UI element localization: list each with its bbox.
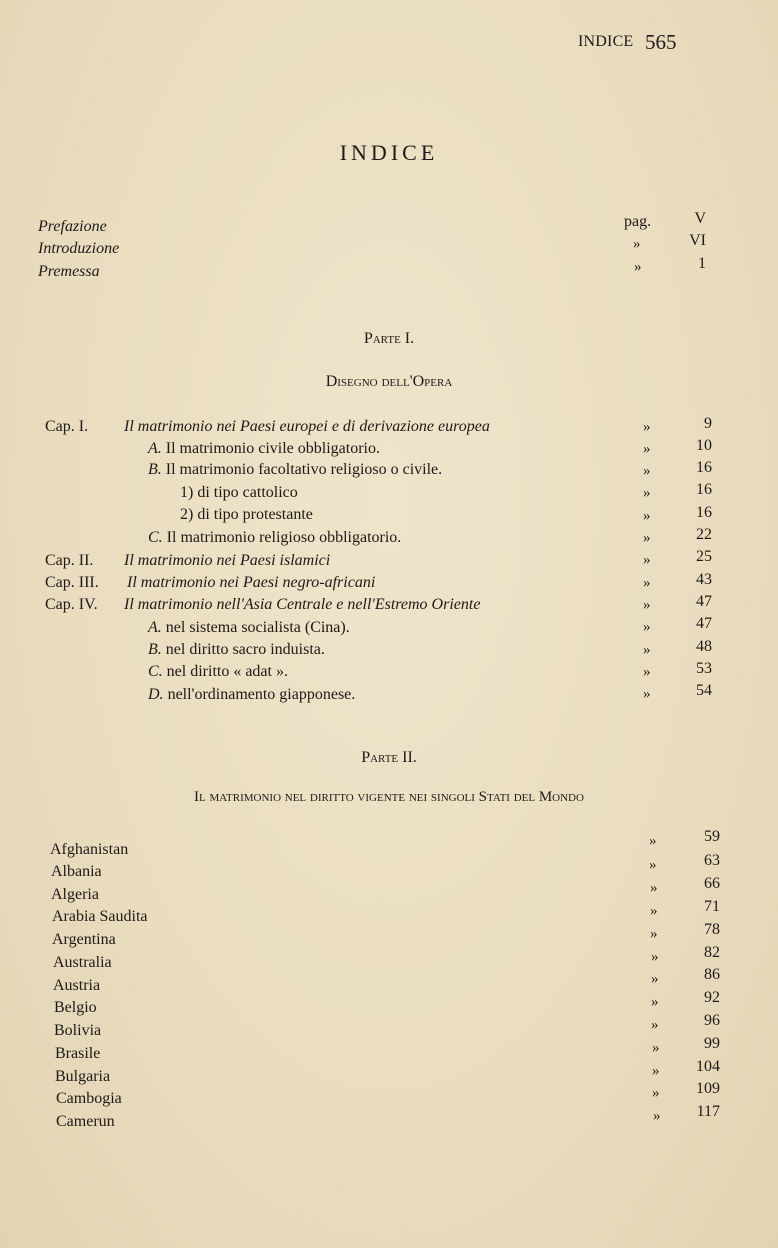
section-label xyxy=(148,529,401,547)
ditto-marker: » xyxy=(651,1017,659,1033)
country-name: Camerun xyxy=(56,1113,115,1130)
page-ref: 63 xyxy=(704,852,720,869)
page-ref: 99 xyxy=(704,1035,720,1052)
section-letter: C. xyxy=(148,663,163,680)
section-title: di tipo protestante xyxy=(197,506,313,523)
page-ref: 71 xyxy=(704,898,720,915)
ditto-marker: » xyxy=(650,926,658,942)
ditto-marker: » xyxy=(643,597,651,613)
ditto-marker: » xyxy=(643,485,651,501)
country-name: Afghanistan xyxy=(50,841,129,858)
ditto-marker: » xyxy=(652,1085,660,1101)
country-name: Brasile xyxy=(55,1045,101,1062)
page-ref: VI xyxy=(689,232,706,249)
running-head: INDICE xyxy=(578,33,634,50)
chapter-title: Il matrimonio nei Paesi islamici xyxy=(124,552,331,569)
section-letter: D. xyxy=(148,686,164,703)
part-two-subheading: Il matrimonio nel diritto vigente nei singoli Stati del Mondo xyxy=(194,789,584,805)
page-ref: 59 xyxy=(704,828,720,845)
page-ref: 117 xyxy=(696,1103,720,1120)
chapter-title: Il matrimonio nei Paesi europei e di derivazione europea xyxy=(124,418,490,435)
page-ref: 47 xyxy=(696,593,712,610)
page-title: INDICE xyxy=(339,140,439,165)
chapter-title: Il matrimonio nell'Asia Centrale e nell'Estremo Oriente xyxy=(124,596,481,613)
page-ref: 53 xyxy=(696,660,712,677)
ditto-marker: » xyxy=(643,441,651,457)
part-one-subheading: Disegno dell'Opera xyxy=(325,373,453,390)
page-ref: 1 xyxy=(698,255,706,272)
page-ref: 43 xyxy=(696,571,712,588)
ditto-marker: » xyxy=(649,833,657,849)
page-ref: 96 xyxy=(704,1012,720,1029)
section-letter: 1) xyxy=(180,484,194,501)
part-two-heading: Parte II. xyxy=(361,749,417,766)
section-letter: B. xyxy=(148,641,162,658)
ditto-marker: » xyxy=(643,463,651,479)
page-number: 565 xyxy=(645,30,677,54)
page-ref: 10 xyxy=(696,437,712,454)
country-name: Albania xyxy=(51,863,102,880)
section-label xyxy=(180,506,313,524)
section-label xyxy=(148,619,350,637)
section-title: di tipo cattolico xyxy=(197,484,298,501)
section-letter: A. xyxy=(148,619,162,636)
section-label xyxy=(148,686,355,704)
ditto-marker: » xyxy=(643,419,651,435)
chapter-number: Cap. I. xyxy=(45,418,89,435)
ditto-marker: » xyxy=(643,508,651,524)
page-ref: 54 xyxy=(696,682,712,699)
section-letter: 2) xyxy=(180,506,194,523)
page-ref: 9 xyxy=(704,415,712,432)
page-ref: 82 xyxy=(704,944,720,961)
page-ref: 16 xyxy=(696,459,712,476)
ditto-marker: » xyxy=(633,236,641,252)
ditto-marker: » xyxy=(634,259,642,275)
pag-marker: pag. xyxy=(624,213,652,230)
country-name: Arabia Saudita xyxy=(52,908,148,925)
page-ref: 78 xyxy=(704,921,720,938)
section-title: nell'ordinamento giapponese. xyxy=(167,686,356,703)
ditto-marker: » xyxy=(643,664,651,680)
section-letter: B. xyxy=(148,461,162,478)
section-title: Il matrimonio religioso obbligatorio. xyxy=(166,529,402,546)
ditto-marker: » xyxy=(652,1063,660,1079)
page-ref: 47 xyxy=(696,615,712,632)
page-ref: 22 xyxy=(696,526,712,543)
page-ref: 86 xyxy=(704,966,720,983)
page-ref: 109 xyxy=(696,1080,720,1097)
section-title: nel sistema socialista (Cina). xyxy=(165,619,350,636)
ditto-marker: » xyxy=(653,1108,661,1124)
chapter-number: Cap. IV. xyxy=(45,596,98,613)
chapter-number: Cap. III. xyxy=(45,574,99,591)
chapter-number: Cap. II. xyxy=(45,552,94,569)
ditto-marker: » xyxy=(643,619,651,635)
ditto-marker: » xyxy=(643,552,651,568)
ditto-marker: » xyxy=(643,686,651,702)
section-label xyxy=(148,461,442,479)
section-title: Il matrimonio civile obbligatorio. xyxy=(165,440,380,457)
ditto-marker: » xyxy=(650,903,658,919)
ditto-marker: » xyxy=(650,880,658,896)
ditto-marker: » xyxy=(651,949,659,965)
part-one-heading: Parte I. xyxy=(363,330,415,347)
front-matter-label: Premessa xyxy=(38,263,100,280)
country-name: Argentina xyxy=(52,931,116,948)
page-ref: 25 xyxy=(696,548,712,565)
ditto-marker: » xyxy=(643,575,651,591)
section-title: nel diritto « adat ». xyxy=(166,663,288,680)
page-ref: 92 xyxy=(704,989,720,1006)
ditto-marker: » xyxy=(651,971,659,987)
section-label xyxy=(148,641,325,659)
page-ref: V xyxy=(694,210,706,227)
section-label xyxy=(148,440,380,458)
section-label xyxy=(148,663,288,681)
front-matter-label: Prefazione xyxy=(38,218,107,235)
country-name: Belgio xyxy=(54,999,97,1016)
page-ref: 66 xyxy=(704,875,720,892)
section-letter: C. xyxy=(148,529,163,546)
country-name: Australia xyxy=(53,954,112,971)
section-letter: A. xyxy=(148,440,162,457)
front-matter-label: Introduzione xyxy=(38,240,120,257)
section-label xyxy=(180,484,298,502)
page-ref: 16 xyxy=(696,504,712,521)
country-name: Austria xyxy=(53,977,101,994)
page-ref: 16 xyxy=(696,481,712,498)
ditto-marker: » xyxy=(651,994,659,1010)
page-ref: 104 xyxy=(696,1058,720,1075)
ditto-marker: » xyxy=(643,642,651,658)
section-title: nel diritto sacro induista. xyxy=(165,641,325,658)
country-name: Bulgaria xyxy=(55,1068,111,1085)
country-name: Cambogia xyxy=(56,1090,122,1107)
country-name: Algeria xyxy=(51,886,99,903)
ditto-marker: » xyxy=(649,857,657,873)
chapter-title: Il matrimonio nei Paesi negro-africani xyxy=(127,574,376,591)
country-name: Bolivia xyxy=(54,1022,102,1039)
ditto-marker: » xyxy=(643,530,651,546)
ditto-marker: » xyxy=(652,1040,660,1056)
section-title: Il matrimonio facoltativo religioso o civile. xyxy=(165,461,443,478)
page-ref: 48 xyxy=(696,638,712,655)
